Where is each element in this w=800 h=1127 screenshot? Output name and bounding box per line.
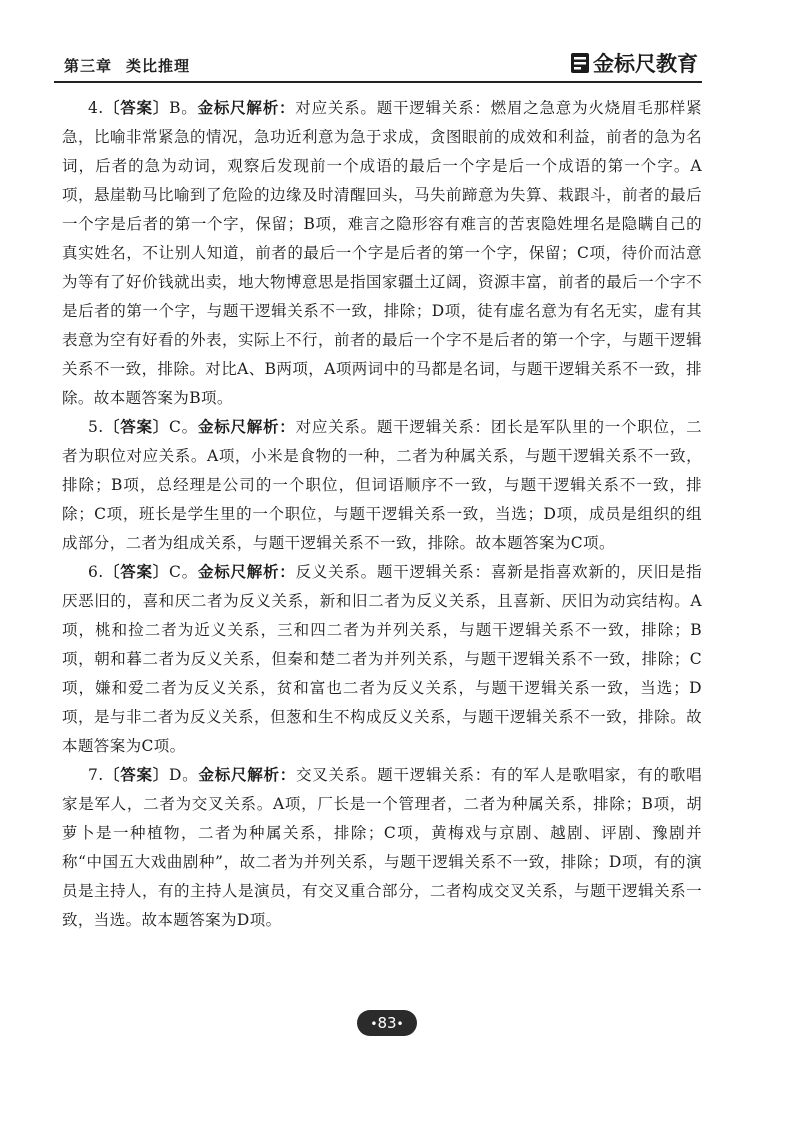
chapter-number: 第三章 <box>64 57 113 75</box>
answer-label: 〔答案〕 <box>103 563 170 581</box>
page-header <box>54 49 702 79</box>
page-number: 83 <box>377 1014 397 1032</box>
answer-label: 〔答案〕 <box>103 418 170 436</box>
item-number: 5. <box>88 418 104 436</box>
analysis-label: 金标尺解析： <box>197 418 296 436</box>
section-title: 类比推理 <box>126 57 191 75</box>
bullet-dot-icon: • <box>396 1017 404 1031</box>
explanation-item <box>62 413 702 558</box>
answer-label: 〔答案〕 <box>103 99 170 117</box>
analysis-label: 金标尺解析： <box>197 563 296 581</box>
book-logo-icon <box>570 52 590 74</box>
chapter-heading <box>64 55 190 76</box>
analysis-text: 对应关系。题干逻辑关系：燃眉之急意为火烧眉毛那样紧急，比喻非常紧急的情况，急功近利意为急于求成，贪图眼前的成效和利益，前者的急为名词，后者的急为动词，观察后发现前一个成语的最后一个字是后一个成语的第一个字。A项，悬崖勒马比喻到了危险的边缘及时清醒回头，马失前蹄意为失算、栽跟斗，前者的最后一个字是后者的第一个字，保留；B项，难言之隐形容有难言的苦衷隐姓埋名是隐瞒自己的真实姓名，不让别人知道，前者的最后一个字是后者的第一个字，保留；C项，待价而沽意为等有了好价钱就出卖，地大物博意思是指国家疆土辽阔，资源丰富，前者的最后一个字不是后者的第一个字，与题干逻辑关系不一致，排除；D项，徒有虚名意为有名无实，虚有其表意为空有好看的外表，实际上不行，前者的最后一个字不是后者的第一个字，与题干逻辑关系不一致，排除。对比A、B两项，A项两词中的马都是名词，与题干逻辑关系不一致，排除。故本题答案为B项。 <box>62 99 702 407</box>
answer-label: 〔答案〕 <box>103 766 169 784</box>
analysis-text: 交叉关系。题干逻辑关系：有的军人是歌唱家，有的歌唱家是军人，二者为交叉关系。A项，厂长是一个管理者，二者为种属关系，排除；B项，胡萝卜是一种植物，二者为种属关系，排除；C项，黄梅戏与京剧、越剧、评剧、豫剧并称“中国五大戏曲剧种”，故二者为并列关系，与题干逻辑关系不一致，排除；D项，有的演员是主持人，有的主持人是演员，有交叉重合部分，二者构成交叉关系，与题干逻辑关系一致，当选。故本题答案为D项。 <box>62 766 703 929</box>
brand-name: 金标尺教育 <box>593 52 698 76</box>
item-number: 4. <box>88 99 104 117</box>
item-number: 7. <box>88 766 104 784</box>
brand-logo <box>570 49 698 77</box>
answer-choice: C。 <box>169 563 198 581</box>
explanation-item <box>62 761 702 935</box>
header-rule <box>54 81 702 83</box>
answer-choice: D。 <box>168 766 199 784</box>
analysis-label: 金标尺解析： <box>198 766 296 784</box>
explanation-item <box>62 558 702 761</box>
item-number: 6. <box>88 563 104 581</box>
answer-explanations <box>62 94 702 935</box>
bullet-dot-icon: • <box>370 1017 378 1031</box>
analysis-text: 反义关系。题干逻辑关系：喜新是指喜欢新的，厌旧是指厌恶旧的，喜和厌二者为反义关系，新和旧二者为反义关系，且喜新、厌旧为动宾结构。A项，桃和捡二者为近义关系，三和四二者为并列关系，与题干逻辑关系不一致，排除；B项，朝和暮二者为反义关系，但秦和楚二者为并列关系，与题干逻辑关系不一致，排除；C项，嫌和爱二者为反义关系，贫和富也二者为反义关系，与题干逻辑关系一致，当选；D项，是与非二者为反义关系，但葱和生不构成反义关系，与题干逻辑关系不一致，排除。故本题答案为C项。 <box>62 563 702 755</box>
answer-choice: B。 <box>169 99 198 117</box>
analysis-text: 对应关系。题干逻辑关系：团长是军队里的一个职位，二者为职位对应关系。A项，小米是食物的一种，二者为种属关系，与题干逻辑关系不一致，排除；B项，总经理是公司的一个职位，但词语顺序不一致，与题干逻辑关系不一致，排除；C项，班长是学生里的一个职位，与题干逻辑关系一致，当选；D项，成员是组织的组成部分，二者为组成关系，与题干逻辑关系不一致，排除。故本题答案为C项。 <box>62 418 702 552</box>
answer-choice: C。 <box>169 418 198 436</box>
explanation-item <box>62 94 702 413</box>
analysis-label: 金标尺解析： <box>197 99 296 117</box>
page-number-badge <box>357 1010 417 1036</box>
